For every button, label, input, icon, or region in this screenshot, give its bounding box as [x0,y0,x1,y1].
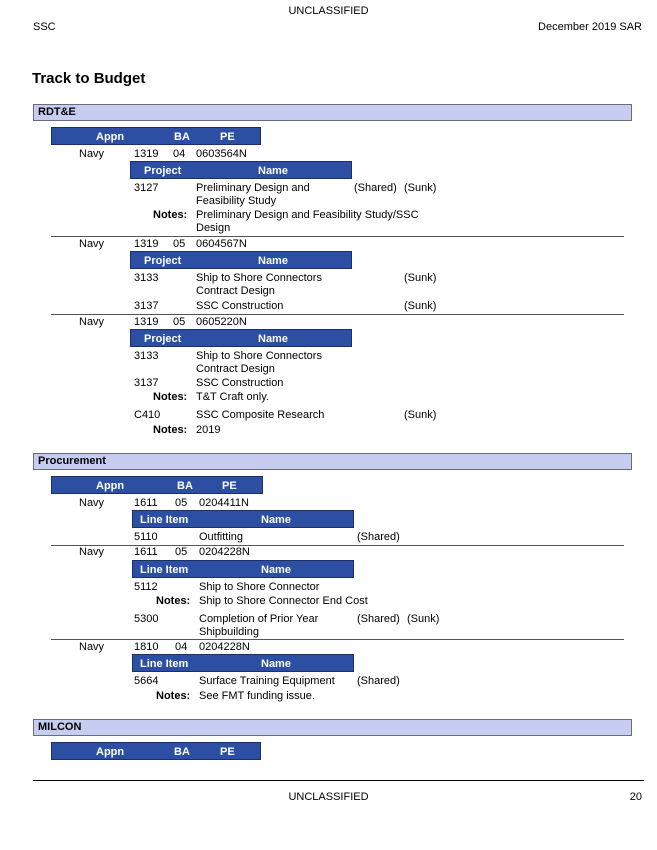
project-label: Project [144,165,182,177]
notes-label: Notes: [153,424,188,436]
shared-flag: (Shared) [354,182,397,194]
project-id: 3133 [134,350,159,362]
notes-label: Notes: [156,595,191,607]
name-label: Name [258,165,288,177]
notes-label: Notes: [153,209,188,221]
appn: 1319 [134,316,159,328]
project-name: SSC Composite Research [196,409,325,421]
agency: Navy [79,641,105,653]
line-item-header [132,654,354,672]
page-title: Track to Budget [32,70,146,87]
name-label: Name [261,514,291,526]
line-item-header [132,560,354,578]
appn: 1319 [134,238,159,250]
footer-divider [33,780,644,781]
appn-label: Appn [96,131,125,143]
notes-text: Ship to Shore Connector End Cost [199,595,368,607]
line-item-label: Line Item [140,514,189,526]
section-procurement [33,453,632,470]
agency: Navy [79,546,105,558]
project-name: Ship to Shore Connectors [196,272,322,284]
pe-label: PE [220,131,235,143]
project-header [130,161,352,179]
pe: 0605220N [196,316,247,328]
pe: 0604567N [196,238,247,250]
shared-flag: (Shared) [357,613,400,625]
section-milcon-title: MILCON [38,721,82,733]
program-name: SSC [33,21,56,33]
appn: 1611 [134,546,158,558]
pe: 0603564N [196,148,247,160]
sunk-flag: (Sunk) [404,182,437,194]
group-divider [51,314,624,315]
appn: 1810 [134,641,159,653]
top-classification: UNCLASSIFIED [288,5,369,17]
project-id: 3137 [134,300,159,312]
appn-label: Appn [96,480,125,492]
project-id: 3137 [134,377,159,389]
project-name: Ship to Shore Connectors [196,350,322,362]
name-label: Name [261,658,291,670]
project-id: 3127 [134,182,159,194]
notes-text: Preliminary Design and Feasibility Study/SSC [196,209,419,221]
line-item-name: Outfitting [199,531,244,543]
project-header [130,329,352,347]
notes-text: See FMT funding issue. [199,690,315,702]
project-name-cont: Contract Design [196,363,275,375]
line-item-name-cont: Shipbuilding [199,626,259,638]
line-item-label: Line Item [140,658,189,670]
report-date: December 2019 SAR [538,21,642,33]
agency: Navy [79,316,105,328]
section-milcon [33,719,632,736]
section-rdte-title: RDT&E [38,106,76,118]
group-divider [51,639,624,640]
ba-label: BA [177,480,193,492]
ba: 04 [175,641,188,653]
notes-label: Notes: [153,391,188,403]
group-divider [51,236,624,237]
appn: 1319 [134,148,159,160]
sunk-flag: (Sunk) [404,272,437,284]
name-label: Name [261,564,291,576]
sunk-flag: (Sunk) [404,300,437,312]
ba: 05 [175,546,188,558]
line-item-id: 5110 [134,531,158,543]
sunk-flag: (Sunk) [404,409,437,421]
appn-header [51,742,261,760]
line-item-name: Ship to Shore Connector [199,581,320,593]
project-name: SSC Construction [196,377,284,389]
appn: 1611 [134,497,158,509]
project-header [130,251,352,269]
line-item-id: 5664 [134,675,159,687]
shared-flag: (Shared) [357,675,400,687]
ba: 05 [173,316,186,328]
sunk-flag: (Sunk) [407,613,440,625]
line-item-header [132,510,354,528]
bottom-classification: UNCLASSIFIED [288,791,369,803]
line-item-id: 5112 [134,581,158,593]
project-id: 3133 [134,272,159,284]
line-item-name: Surface Training Equipment [199,675,335,687]
notes-text-cont: Design [196,222,231,234]
project-name: SSC Construction [196,300,284,312]
section-procurement-title: Procurement [38,455,106,467]
section-rdte [33,104,632,121]
ba-label: BA [174,131,190,143]
project-name-cont: Feasibility Study [196,195,277,207]
notes-text: T&T Craft only. [196,391,269,403]
project-label: Project [144,333,182,345]
ba: 04 [173,148,186,160]
pe: 0204228N [199,641,250,653]
name-label: Name [258,255,288,267]
appn-header [51,476,263,494]
ba: 05 [175,497,188,509]
shared-flag: (Shared) [357,531,400,543]
notes-text: 2019 [196,424,221,436]
line-item-label: Line Item [140,564,189,576]
pe-label: PE [222,480,237,492]
line-item-name: Completion of Prior Year [199,613,319,625]
page-number: 20 [629,791,642,803]
name-label: Name [258,333,288,345]
project-name: Preliminary Design and [196,182,310,194]
pe: 0204411N [199,497,249,509]
project-id: C410 [134,409,161,421]
notes-label: Notes: [156,690,191,702]
agency: Navy [79,148,105,160]
ba: 05 [173,238,186,250]
agency: Navy [79,238,105,250]
ba-label: BA [174,746,190,758]
appn-label: Appn [96,746,125,758]
project-name-cont: Contract Design [196,285,275,297]
pe: 0204228N [199,546,250,558]
agency: Navy [79,497,105,509]
appn-header [51,127,261,145]
pe-label: PE [220,746,235,758]
line-item-id: 5300 [134,613,159,625]
project-label: Project [144,255,182,267]
